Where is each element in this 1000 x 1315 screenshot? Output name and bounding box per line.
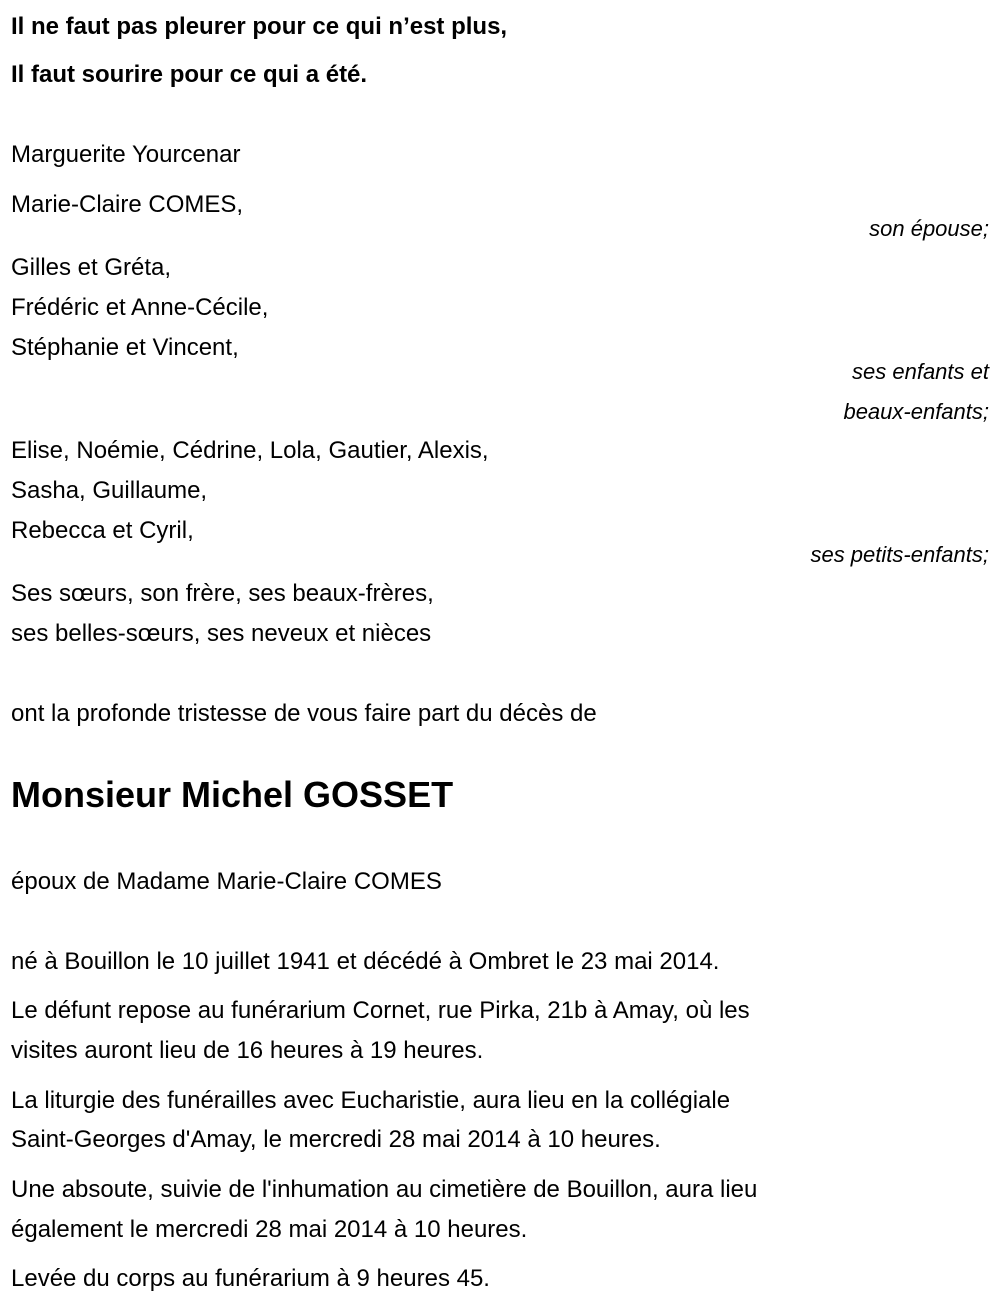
children-role: beaux-enfants;: [843, 399, 989, 424]
grandchild-line: Elise, Noémie, Cédrine, Lola, Gautier, Alexis,: [11, 437, 489, 464]
detail-line: Saint-Georges d'Amay, le mercredi 28 mai 2014 à 10 heures.: [11, 1126, 661, 1153]
spouse-role: son épouse;: [869, 216, 989, 241]
detail-line: également le mercredi 28 mai 2014 à 10 heures.: [11, 1216, 528, 1243]
detail-line: Une absoute, suivie de l'inhumation au cimetière de Bouillon, aura lieu: [11, 1176, 758, 1203]
grandchildren-role: ses petits-enfants;: [810, 542, 989, 567]
quote-author: Marguerite Yourcenar: [11, 141, 241, 168]
spouse-name: Marie-Claire COMES,: [11, 191, 244, 218]
detail-line: La liturgie des funérailles avec Eucharistie, aura lieu en la collégiale: [11, 1087, 731, 1114]
detail-line: né à Bouillon le 10 juillet 1941 et décédé à Ombret le 23 mai 2014.: [11, 948, 720, 975]
grandchild-line: Sasha, Guillaume,: [11, 477, 208, 504]
quote-line: Il ne faut pas pleurer pour ce qui n’est plus,: [11, 13, 508, 40]
quote-line: Il faut sourire pour ce qui a été.: [11, 61, 368, 88]
child-line: Gilles et Gréta,: [11, 254, 172, 281]
detail-line: visites auront lieu de 16 heures à 19 heures.: [11, 1037, 484, 1064]
announcement: ont la profonde tristesse de vous faire part du décès de: [11, 700, 597, 727]
children-role: ses enfants et: [852, 359, 989, 384]
spouse-of: époux de Madame Marie-Claire COMES: [11, 868, 442, 895]
grandchild-line: Rebecca et Cyril,: [11, 517, 194, 544]
detail-line: Le défunt repose au funérarium Cornet, rue Pirka, 21b à Amay, où les: [11, 997, 750, 1024]
detail-line: Levée du corps au funérarium à 9 heures 45.: [11, 1265, 490, 1292]
others-line: Ses sœurs, son frère, ses beaux-frères,: [11, 580, 434, 607]
child-line: Frédéric et Anne-Cécile,: [11, 294, 269, 321]
deceased-name: Monsieur Michel GOSSET: [11, 774, 454, 815]
others-line: ses belles-sœurs, ses neveux et nièces: [11, 620, 432, 647]
child-line: Stéphanie et Vincent,: [11, 334, 239, 361]
